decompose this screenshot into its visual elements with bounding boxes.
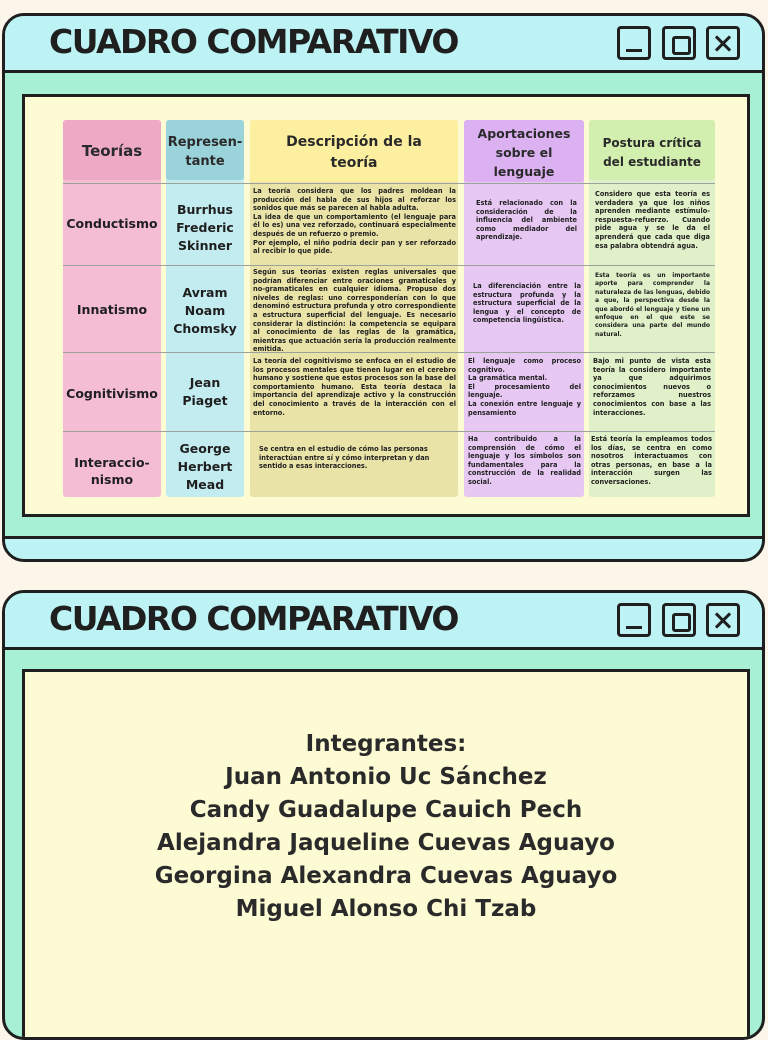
theory-line: Conductismo	[66, 216, 158, 231]
description-paragraph: La idea de que un comportamiento (el lenguaje para él lo es) una vez reforzado, continuará especialmente después de un refuerzo o premio.	[253, 212, 456, 238]
theory-line: nismo	[90, 472, 134, 487]
window-footer-bar	[5, 536, 762, 562]
row-divider	[63, 431, 715, 432]
theory-interaccionismo	[63, 454, 161, 488]
contributions-conductismo	[476, 199, 577, 242]
contribution-paragraph: Ha contribuido a la comprensión de cómo el lenguaje y los símbolos son fundamentales para la construcción de la realidad social.	[468, 435, 581, 486]
header-line: Postura crítica	[602, 136, 702, 150]
header-line: teoría	[330, 155, 378, 171]
critique-paragraph: Bajo mi punto de vista esta teoría la considero importante ya que adquirimos conocimientos nuevos o reforzamos nuestros conocimientos con base a las interacciones.	[593, 357, 711, 417]
contribution-paragraph: Está relacionado con la consideración de la influencia del ambiente como mediador del aprendizaje.	[476, 199, 577, 242]
member-name: Juan Antonio Uc Sánchez	[225, 764, 547, 790]
comparison-table	[22, 94, 750, 517]
header-line: del estudiante	[603, 155, 701, 169]
author-line: Herbert	[177, 459, 233, 474]
member-name: Georgina Alexandra Cuevas Aguayo	[154, 863, 618, 889]
theory-line: Interaccio-	[74, 455, 150, 470]
description-paragraph: La teoría del cognitivismo se enfoca en el estudio de los procesos mentales que tienen lugar en el cerebro humano y sostiene que estos procesos son la base del comportamiento humano. Esta teoría destaca la importancia del aprendizaje activo y la construcción del conocimiento a través de la interacción con el entorno.	[253, 357, 456, 417]
author-line: Burrhus	[177, 202, 233, 217]
author-line: Avram	[182, 285, 228, 300]
contribution-paragraph: La gramática mental.	[468, 374, 548, 383]
row-divider	[63, 265, 715, 266]
critique-paragraph: Esta teoría es un importante aporte para comprender la naturaleza de las lenguas, debido a que, la perspectiva desde la que abordó el lenguaje y tiene un enfoque en el que este se considera una parte del mundo natural.	[595, 272, 710, 338]
header-aportaciones	[464, 124, 584, 181]
header-descripcion	[250, 132, 458, 174]
description-cognitivismo	[253, 357, 456, 417]
author-line: Jean	[189, 375, 221, 390]
description-conductismo	[253, 187, 456, 256]
header-teorias	[63, 142, 161, 160]
member-name: Candy Guadalupe Cauich Pech	[189, 797, 583, 823]
contribution-paragraph: La diferenciación entre la estructura profunda y la estructura superficial de la lengua y el concepto de competencia lingüística.	[473, 282, 581, 325]
contributions-interaccionismo	[468, 435, 581, 487]
author-chomsky	[166, 284, 244, 338]
contribution-paragraph: El lenguaje como proceso cognitivo.	[468, 357, 581, 374]
description-paragraph: Según sus teorías existen reglas universales que podrían diferenciar entre oraciones gramaticales y no-gramaticales en cualquier idioma. Propuso dos niveles de reglas: uno corresponderían con lo que denominó estructura profunda y otro correspondiente a estructura superficial del lenguaje. Es necesario considerar la distinción: la competencia se equipara al conocimiento de las reglas de la gramática, mientras que actuación sería la producción realmente emitida.	[253, 268, 456, 354]
minimize-button[interactable]	[617, 26, 651, 60]
author-skinner	[166, 201, 244, 255]
window-title: CUADRO COMPARATIVO	[49, 599, 458, 638]
close-button[interactable]	[706, 603, 740, 637]
title-bar	[5, 16, 762, 73]
comparison-window	[2, 13, 765, 562]
author-piaget	[166, 374, 244, 410]
description-interaccionismo	[259, 445, 451, 471]
critique-cognitivismo	[593, 357, 711, 417]
description-paragraph: Por ejemplo, el niño podría decir pan y ser reforzado al recibir lo que pide.	[253, 238, 456, 256]
members-panel	[22, 669, 750, 1040]
member-name: Miguel Alonso Chi Tzab	[235, 896, 537, 922]
author-mead	[166, 440, 244, 494]
theory-conductismo	[63, 216, 161, 231]
theory-innatismo	[63, 302, 161, 317]
description-innatismo	[253, 268, 456, 354]
critique-paragraph: Considero que esta teoría es verdadera ya que los niños aprenden mediante estímulo-respuesta-refuerzo. Cuando pide agua y se le da el aprenderá que cada que diga esa palabra obtendrá agua.	[595, 190, 710, 250]
members-window	[2, 590, 765, 1040]
maximize-button[interactable]	[662, 603, 696, 637]
author-line: Chomsky	[173, 321, 237, 336]
header-line: Aportaciones	[477, 126, 571, 141]
contributions-innatismo	[473, 282, 581, 325]
header-line: sobre el	[495, 145, 553, 160]
contributions-cognitivismo	[468, 357, 581, 417]
close-button[interactable]	[706, 26, 740, 60]
title-bar	[5, 593, 762, 650]
maximize-button[interactable]	[662, 26, 696, 60]
critique-interaccionismo	[591, 435, 712, 487]
critique-paragraph: Está teoría la empleamos todos los días, se centra en como nosotros interactuamos con otras personas, en base a la interacción surgen las conversaciones.	[591, 435, 712, 486]
member-name: Alejandra Jaqueline Cuevas Aguayo	[157, 830, 615, 856]
theory-line: Innatismo	[76, 302, 148, 317]
members-heading: Integrantes:	[305, 731, 467, 757]
theory-line: Cognitivismo	[66, 386, 158, 401]
critique-conductismo	[595, 190, 710, 250]
minimize-button[interactable]	[617, 603, 651, 637]
author-line: George	[179, 441, 231, 456]
description-paragraph: Se centra en el estudio de cómo las personas interactúan entre sí y cómo interpretan y dan sentido a esas interacciones.	[259, 445, 430, 471]
header-line: Descripción de la	[286, 134, 422, 150]
author-line: Mead	[185, 477, 225, 492]
author-line: Piaget	[182, 393, 228, 408]
theory-cognitivismo	[63, 386, 161, 401]
row-divider	[63, 183, 715, 184]
critique-innatismo	[595, 272, 710, 339]
header-postura	[589, 134, 715, 172]
header-line: Represen-	[167, 135, 243, 150]
author-line: Frederic	[176, 220, 234, 235]
header-representante	[166, 133, 244, 171]
contribution-paragraph: La conexión entre lenguaje y pensamiento	[468, 399, 581, 417]
window-title: CUADRO COMPARATIVO	[49, 22, 458, 61]
header-line: lenguaje	[493, 164, 555, 179]
contribution-paragraph: El procesamiento del lenguaje.	[468, 382, 581, 400]
author-line: Skinner	[177, 238, 233, 253]
members-list	[25, 728, 747, 926]
author-line: Noam	[184, 303, 226, 318]
description-paragraph: La teoría considera que los padres moldean la producción del habla de sus hijos al reforzar los sonidos que más se parecen al habla adulta.	[253, 187, 456, 213]
header-line: Teorías	[81, 142, 143, 160]
header-line: tante	[185, 154, 225, 169]
